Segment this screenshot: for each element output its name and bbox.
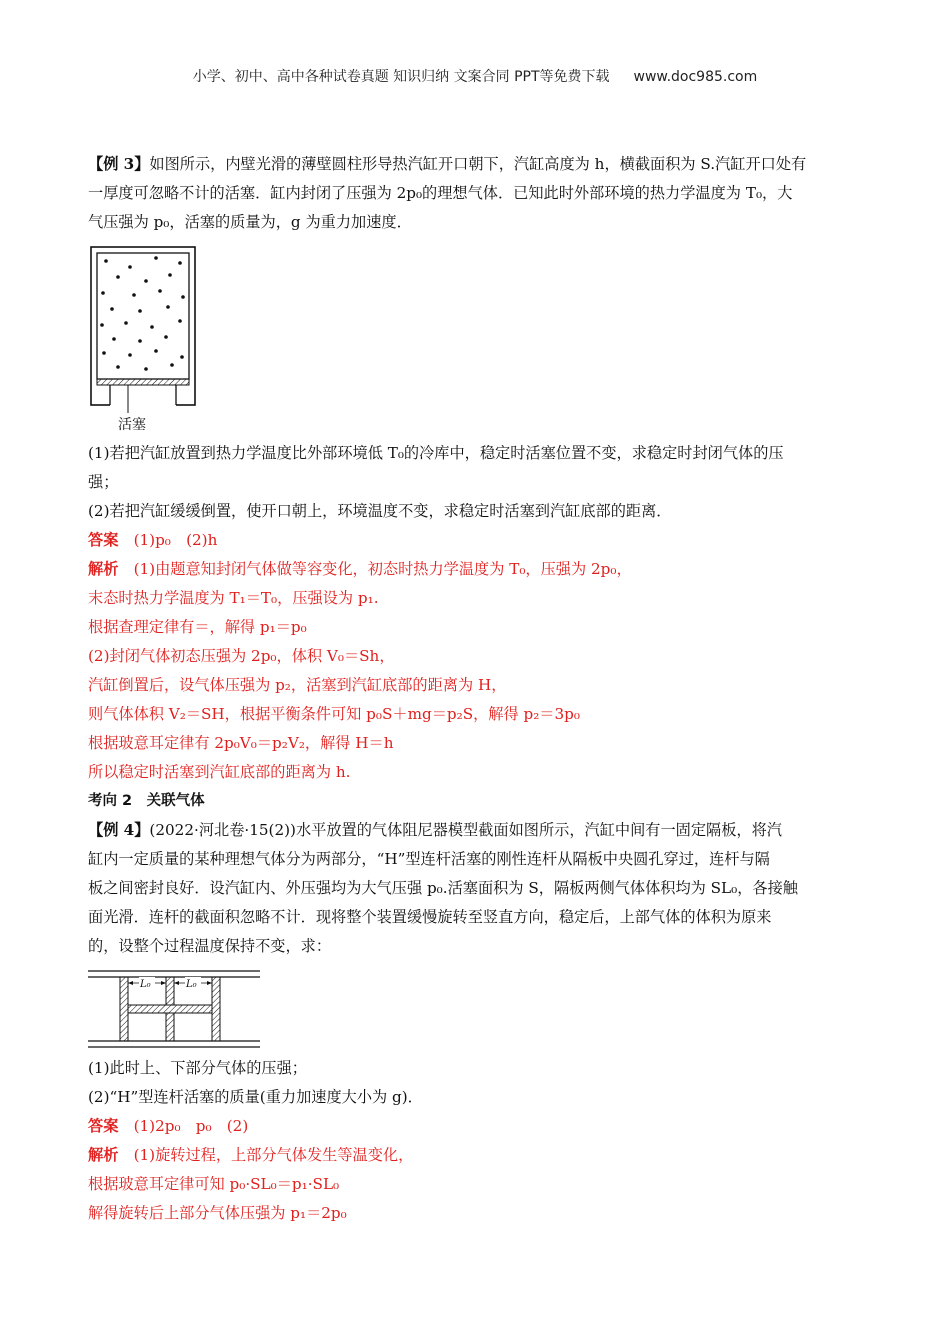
example4-line-5: 的，设整个过程温度保持不变，求： — [88, 937, 331, 955]
example3-question-2: (2)若把汽缸缓缓倒置，使开口朝上，环境温度不变，求稳定时活塞到汽缸底部的距离． — [88, 502, 672, 520]
example3-analysis-8: 所以稳定时活塞到汽缸底部的距离为 h. — [88, 763, 351, 781]
page-header — [0, 66, 950, 86]
example4-line-1 — [88, 816, 878, 845]
cylinder-figure — [88, 245, 198, 435]
example4-line-4: 面光滑．连杆的截面积忽略不计．现将整个装置缓慢旋转至竖直方向，稳定后，上部气体的体积为原来 — [88, 908, 772, 926]
example3-analysis-7: 根据玻意耳定律有 2p₀V₀＝p₂V₂，解得 H＝h — [88, 734, 394, 752]
section-heading: 考向 2 关联气体 — [88, 793, 205, 809]
analysis4-text-1: (1)旋转过程，上部分气体发生等温变化， — [133, 1146, 414, 1164]
example4-analysis-3: 解得旋转后上部分气体压强为 p₁＝2p₀ — [88, 1204, 347, 1222]
example3-analysis-5: 汽缸倒置后，设气体压强为 p₂，活塞到汽缸底部的距离为 H， — [88, 676, 507, 694]
example4-line-3: 板之间密封良好．设汽缸内、外压强均为大气压强 p₀.活塞面积为 S，隔板两侧气体体积均为 SL₀，各接触 — [88, 879, 798, 897]
example3-question-1-cont: 强； — [88, 473, 119, 491]
example3-tag: 【例 3】 — [88, 155, 150, 173]
header-text: 小学、初中、高中各种试卷真题 知识归纳 文案合同 PPT等免费下载 — [192, 69, 610, 85]
example3-analysis-4: (2)封闭气体初态压强为 2p₀，体积 V₀＝Sh， — [88, 647, 395, 665]
example4-analysis-1 — [88, 1141, 878, 1170]
document-body — [88, 150, 878, 1228]
example3-text-1: 如图所示，内壁光滑的薄壁圆柱形导热汽缸开口朝下，汽缸高度为 h，横截面积为 S.汽缸开口处有 — [149, 155, 807, 173]
example4-text-1: (2022·河北卷·15(2))水平放置的气体阻尼器模型截面如图所示，汽缸中间有一固定隔板，将汽 — [149, 821, 782, 839]
damper-figure — [88, 969, 268, 1054]
example4-tag: 【例 4】 — [88, 821, 150, 839]
example4-question-1: (1)此时上、下部分气体的压强； — [88, 1059, 307, 1077]
example4-answer — [88, 1112, 878, 1141]
example3-analysis-2: 末态时热力学温度为 T₁＝T₀，压强设为 p₁. — [88, 589, 379, 607]
example4-line-2: 缸内一定质量的某种理想气体分为两部分，“H”型连杆活塞的刚性连杆从隔板中央圆孔穿过，连杆与隔 — [88, 850, 770, 868]
example3-analysis-6: 则气体体积 V₂＝SH，根据平衡条件可知 p₀S＋mg＝p₂S，解得 p₂＝3p₀ — [88, 705, 580, 723]
answer-label: 答案 — [88, 531, 119, 549]
example3-analysis-3: 根据查理定律有＝，解得 p₁＝p₀ — [88, 618, 307, 636]
analysis-text-1: (1)由题意知封闭气体做等容变化，初态时热力学温度为 T₀，压强为 2p₀， — [133, 560, 632, 578]
l0-label-right: L₀ — [186, 979, 197, 990]
example3-line-1 — [88, 150, 878, 179]
example3-answer — [88, 526, 878, 555]
damper-diagram — [88, 969, 268, 1054]
example3-question-1: (1)若把汽缸放置到热力学温度比外部环境低 T₀的冷库中，稳定时活塞位置不变，求稳定时封闭气体的压 — [88, 444, 784, 462]
answer-text-2: (1)2p₀ p₀ (2) — [133, 1117, 249, 1135]
piston-label: 活塞 — [118, 417, 146, 433]
example3-line-2: 一厚度可忽略不计的活塞．缸内封闭了压强为 2p₀的理想气体．已知此时外部环境的热力学温度为 T₀，大 — [88, 184, 793, 202]
l0-label-left: L₀ — [140, 979, 151, 990]
cylinder-diagram — [88, 245, 198, 435]
header-site[interactable]: www.doc985.com — [633, 69, 758, 85]
example4-question-2: (2)“H”型连杆活塞的质量(重力加速度大小为 g)． — [88, 1088, 423, 1106]
example3-analysis-1 — [88, 555, 878, 584]
answer-text: (1)p₀ (2)h — [133, 531, 218, 549]
answer-label-2: 答案 — [88, 1117, 119, 1135]
analysis-label: 解析 — [88, 560, 119, 578]
example4-analysis-2: 根据玻意耳定律可知 p₀·SL₀＝p₁·SL₀ — [88, 1175, 340, 1193]
example3-line-3: 气压强为 p₀，活塞的质量为，g 为重力加速度． — [88, 213, 412, 231]
analysis-label-2: 解析 — [88, 1146, 119, 1164]
